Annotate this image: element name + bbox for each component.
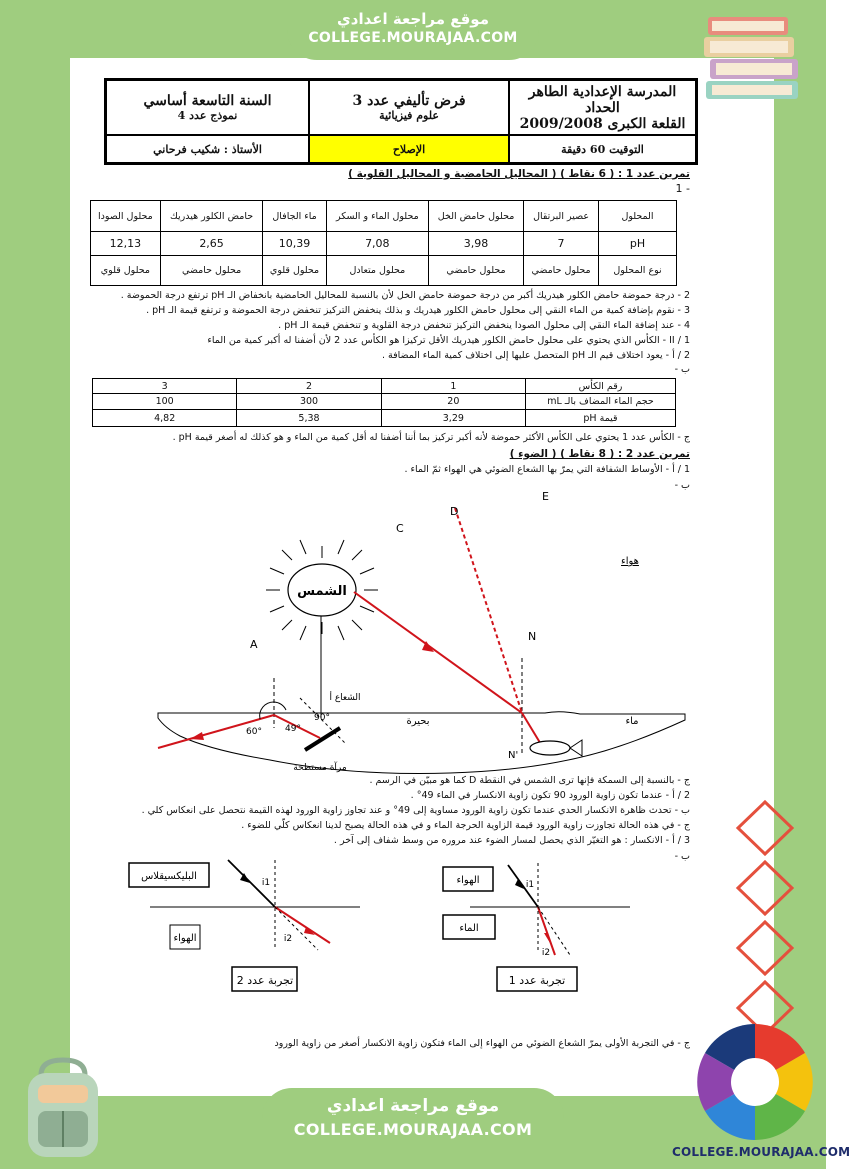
- point-label: A: [250, 638, 258, 651]
- ex1-line: II / 1 - الكأس الذي يحتوي على محلول حامض الكلور هيدريك الأقل تركيزا هو الكأس عدد 2 لأن أضفنا له أكبر كمية من الماء: [207, 335, 690, 346]
- ex2-line: ج - بالنسبة إلى السمكة فإنها ترى الشمس في النقطة D كما هو مبيّن في الرسم .: [369, 775, 690, 786]
- ex1-q1-number: 1 -: [675, 182, 690, 195]
- footer-site-url[interactable]: COLLEGE.MOURAJAA.COM: [672, 1145, 850, 1159]
- table-header-cell: المحلول: [599, 201, 677, 232]
- bottom-site-name-ar: موقع مراجعة اعدادي: [326, 1096, 500, 1116]
- air-label: الهواء: [173, 933, 197, 944]
- table-cell: 7: [524, 232, 599, 256]
- table-cell: نوع المحلول: [599, 256, 677, 286]
- top-site-url[interactable]: COLLEGE.MOURAJAA.COM: [308, 30, 518, 46]
- header-exam-cell: [309, 80, 509, 135]
- ex1-conclusion: ج - الكأس عدد 1 يحتوي على الكأس الأكثر حموضة لأنه أكبر تركيز بما أننا أضفنا له أقل كمية من الماء و هو كذلك له أصغر قيمة pH .: [172, 432, 690, 443]
- ph-table: [90, 200, 677, 286]
- point-label: D: [450, 505, 459, 518]
- incidence-angle-label: i1: [261, 878, 271, 888]
- sun-label: الشمس: [297, 584, 347, 599]
- ex2-line: ب -: [674, 851, 690, 862]
- mirror-label: مرآة مستطحة: [293, 763, 347, 773]
- ex1-line: ب -: [674, 364, 690, 375]
- table-cell: 1: [381, 379, 525, 394]
- beaker-table: [92, 378, 676, 427]
- header-level-cell: [106, 80, 309, 135]
- teacher-cell: الأستاذ : شكيب فرحاني: [106, 135, 309, 163]
- school-region: القلعة الكبرى 2009/2008: [519, 115, 686, 132]
- ex1-line: 3 - نقوم بإضافة كمية من الماء النقي إلى محلول حامض الكلور هيدريك و بذلك ينخفض التركيز تنخفض درجة الحموضة و ترتفع قيمة الـ pH .: [146, 305, 690, 316]
- angle-60-label: 60°: [246, 727, 262, 737]
- beaker-row: [93, 394, 676, 410]
- beaker-row: [93, 410, 676, 427]
- education-wheel-icon: [695, 1022, 815, 1142]
- model-text: نموذج عدد 4: [177, 109, 238, 122]
- experiment-1-figure: [430, 855, 650, 1000]
- table-cell: 100: [93, 394, 237, 410]
- table-cell: محلول حامضي: [428, 256, 523, 286]
- table-cell: 5,38: [237, 410, 381, 427]
- ex1-line: 2 - درجة حموضة حامض الكلور هيدريك أكبر من درجة حموضة حامض الخل لأن بالنسبة للمحاليل الحامضية بانخفاض الـ pH ترتفع درجة الحموضة .: [120, 290, 690, 301]
- sun-lake-figure: [150, 488, 690, 778]
- ex2-line: 2 / أ - عندما تكون زاوية الورود 90 تكون زاوية الانكسار في الماء 49° .: [410, 790, 690, 801]
- exam-title: فرض تأليفي عدد 3: [352, 93, 466, 109]
- ex1-line: 4 - عند إضافة الماء النقي إلى محلول الصودا ينخفض التركيز تنخفض درجة القلوية و تنخفض قيمة الـ pH .: [278, 320, 690, 331]
- water-label: ماء: [625, 716, 639, 727]
- books-icon: [700, 12, 805, 102]
- refraction-angle-label: i2: [283, 934, 293, 944]
- table-cell: محلول قلوي: [263, 256, 326, 286]
- bottom-site-url[interactable]: COLLEGE.MOURAJAA.COM: [293, 1120, 533, 1139]
- table-cell: 12,13: [91, 232, 161, 256]
- table-header-cell: حامض الكلور هيدريك: [160, 201, 263, 232]
- point-label: E: [542, 490, 549, 503]
- table-cell: محلول حامضي: [160, 256, 263, 286]
- lake-label: بحيرة: [406, 716, 430, 727]
- table-cell: محلول قلوي: [91, 256, 161, 286]
- top-site-banner[interactable]: [287, 0, 539, 60]
- table-cell: 7,08: [326, 232, 428, 256]
- ex2-line: 3 / أ - الانكسار : هو التغيّر الذي يحصل لمسار الضوء عند مروره من وسط شفاف إلى آخر .: [333, 835, 690, 846]
- table-cell: 3: [93, 379, 237, 394]
- air-label: هواء: [621, 556, 639, 567]
- experiment-2-caption: تجربة عدد 2: [236, 974, 294, 987]
- exercise1-title: تمرين عدد 1 : ( 6 نقاط ) ( المحاليل الحامضية و المحاليل القلوية ): [348, 168, 690, 180]
- top-site-name-ar: موقع مراجعة اعدادي: [337, 10, 489, 28]
- table-cell: 300: [237, 394, 381, 410]
- duration-cell: التوقيت 60 دقيقة: [509, 135, 696, 163]
- ex1-line: 2 / أ - يعود اختلاف قيم الـ pH المتحصل عليها إلى اختلاف كمية الماء المضافة .: [381, 350, 690, 361]
- ph-values-row: [91, 232, 677, 256]
- table-cell: 2,65: [160, 232, 263, 256]
- beaker-row: [93, 379, 676, 394]
- ex2-line: ج - في هذه الحالة تجاوزت زاوية الورود قيمة الزاوية الحرجة الماء و في هذه الحالة يصبح لدينا انعكاس كلّي للضوء .: [241, 820, 690, 831]
- table-cell: 3,29: [381, 410, 525, 427]
- table-cell: محلول حامضي: [524, 256, 599, 286]
- table-cell: 10,39: [263, 232, 326, 256]
- ex2-line: ب -: [674, 480, 690, 491]
- experiment-2-figure: [120, 855, 370, 1000]
- ph-table-header-row: [91, 201, 677, 232]
- plexiglass-label: البليكسيقلاس: [141, 871, 197, 882]
- ex2-line: ب - تحدث ظاهرة الانكسار الحدي عندما تكون زاوية الورود مساوية إلى 49° و عند تجاوز زاوية الورود لهذه القيمة نتحصل على انعكاس كلي .: [141, 805, 690, 816]
- table-cell: 3,98: [428, 232, 523, 256]
- exam-header-table: [104, 78, 698, 165]
- table-cell: 4,82: [93, 410, 237, 427]
- exercise2-title: تمرين عدد 2 : ( 8 نقاط ) ( الضوء ): [509, 448, 690, 460]
- water-label: الماء: [459, 923, 479, 934]
- table-cell: 2: [237, 379, 381, 394]
- table-header-cell: محلول الماء و السكر: [326, 201, 428, 232]
- angle-49-label: 49°: [285, 724, 301, 734]
- correction-cell: الإصلاح: [309, 135, 509, 163]
- school-name: المدرسة الإعدادية الطاهر الحداد: [528, 83, 677, 116]
- point-label: C: [396, 522, 404, 535]
- solution-type-row: [91, 256, 677, 286]
- header-school-cell: [509, 80, 696, 135]
- chevron-decoration-icon: [730, 790, 800, 1040]
- ray-a-label: الشعاع أ: [329, 693, 361, 703]
- table-cell: محلول متعادل: [326, 256, 428, 286]
- ex2-line: 1 / أ - الأوساط الشفافة التي يمرّ بها الشعاع الضوئي هي الهواء ثمّ الماء .: [404, 464, 690, 475]
- incidence-angle-label: i1: [525, 880, 535, 890]
- table-header-cell: محلول الصودا: [91, 201, 161, 232]
- bottom-site-banner[interactable]: [262, 1088, 564, 1169]
- table-header-cell: ماء الجافال: [263, 201, 326, 232]
- table-cell: 20: [381, 394, 525, 410]
- table-cell: قيمة pH: [526, 410, 676, 427]
- air-label: الهواء: [456, 875, 480, 886]
- level-text: السنة التاسعة أساسي: [143, 93, 272, 109]
- table-cell: pH: [599, 232, 677, 256]
- angle-90-label: 90°: [314, 713, 330, 723]
- table-header-cell: عصير البرتقال: [524, 201, 599, 232]
- refraction-angle-label: i2: [541, 948, 551, 958]
- experiment-1-caption: تجربة عدد 1: [508, 974, 566, 987]
- subject-text: علوم فيزيائية: [379, 109, 439, 122]
- table-cell: رقم الكأس: [526, 379, 676, 394]
- ex2-final: ج - في التجربة الأولى يمرّ الشعاع الضوئي من الهواء إلى الماء فتكون زاوية الانكسار أصغر من زاوية الورود: [274, 1038, 690, 1049]
- point-label: N: [528, 630, 537, 643]
- backpack-icon: [16, 1055, 111, 1160]
- point-label: N': [508, 750, 519, 761]
- table-header-cell: محلول حامض الخل: [428, 201, 523, 232]
- table-cell: حجم الماء المضاف بالـ mL: [526, 394, 676, 410]
